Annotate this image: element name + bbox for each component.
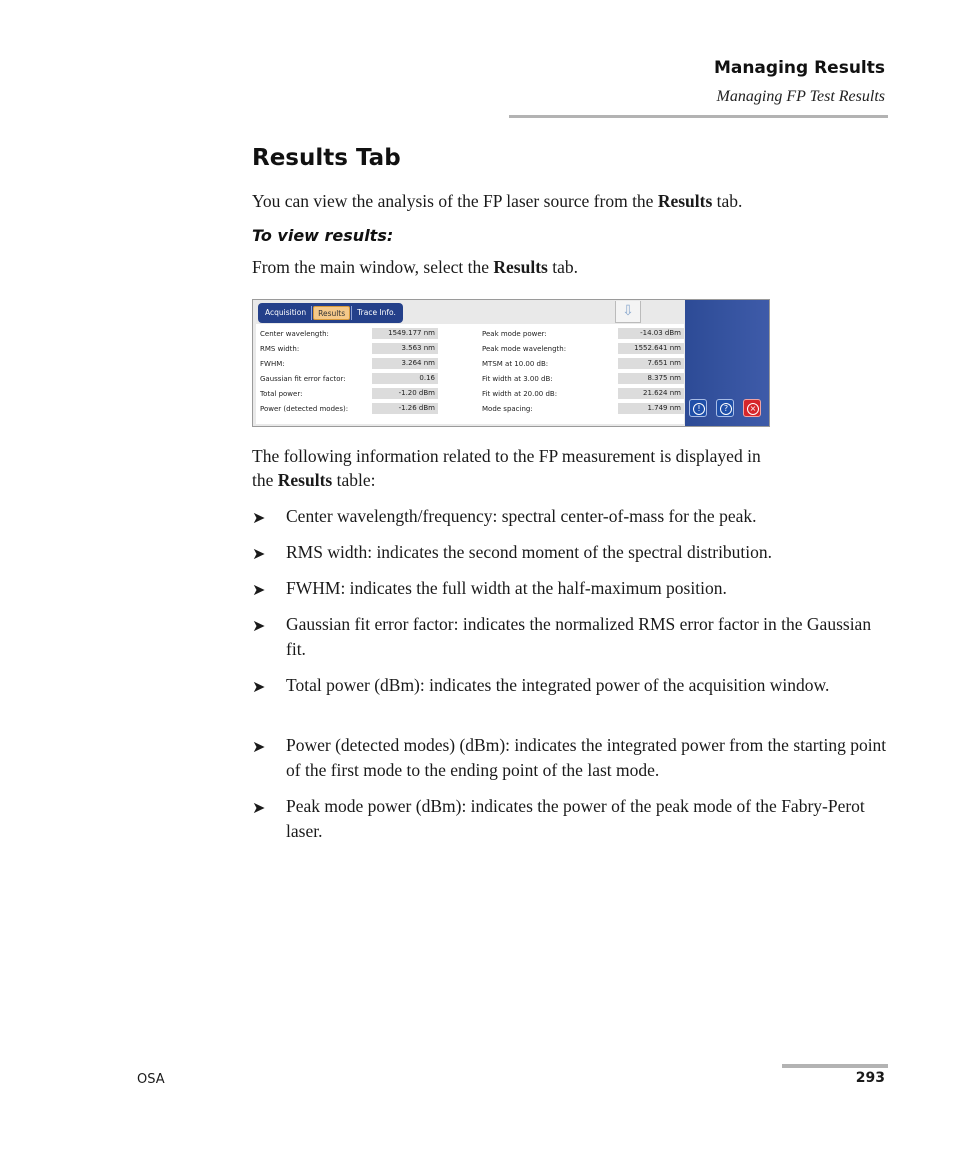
header-rule	[509, 115, 888, 118]
table-row	[260, 403, 440, 415]
tab-trace-info[interactable]: Trace Info.	[357, 308, 396, 317]
row-value: 1.749 nm	[618, 403, 684, 414]
description-before: the	[252, 470, 278, 490]
info-button[interactable]	[689, 399, 707, 417]
table-row	[260, 328, 440, 340]
description-paragraph	[252, 444, 888, 492]
list-item-text: Total power (dBm): indicates the integrated power of the acquisition window.	[286, 675, 830, 695]
results-screenshot	[252, 299, 770, 427]
row-label: Power (detected modes):	[260, 405, 349, 413]
step-text-after: tab.	[547, 257, 578, 277]
description-line2	[252, 468, 888, 492]
description-line1: The following information related to the FP measurement is displayed in	[252, 446, 761, 466]
list-item-text: FWHM: indicates the full width at the half-maximum position.	[286, 578, 727, 598]
row-value: -1.26 dBm	[372, 403, 438, 414]
close-icon: ×	[747, 403, 759, 415]
row-label: Total power:	[260, 390, 303, 398]
tab-separator	[311, 306, 312, 320]
list-item-text: Peak mode power (dBm): indicates the power of the peak mode of the Fabry-Perot laser.	[286, 796, 865, 841]
bullet-arrow-icon: ➤	[252, 544, 266, 563]
list-item-text: RMS width: indicates the second moment of the spectral distribution.	[286, 542, 773, 562]
row-value: 7.651 nm	[618, 358, 684, 369]
row-label: MTSM at 10.00 dB:	[482, 360, 549, 368]
row-label: FWHM:	[260, 360, 285, 368]
row-value: 1552.641 nm	[618, 343, 684, 354]
bullet-arrow-icon: ➤	[252, 616, 266, 635]
bullet-arrow-icon: ➤	[252, 580, 266, 599]
row-value: 8.375 nm	[618, 373, 684, 384]
row-value: -14.03 dBm	[618, 328, 684, 339]
row-value: -1.20 dBm	[372, 388, 438, 399]
info-icon: !	[693, 403, 705, 415]
row-label: Fit width at 20.00 dB:	[482, 390, 558, 398]
table-row	[482, 343, 684, 355]
tab-acquisition[interactable]: Acquisition	[265, 308, 307, 317]
help-button[interactable]	[716, 399, 734, 417]
table-row	[482, 358, 684, 370]
header-chapter: Managing Results	[713, 58, 885, 78]
row-value: 3.264 nm	[372, 358, 438, 369]
tab-results[interactable]: Results	[313, 306, 350, 320]
close-button[interactable]	[743, 399, 761, 417]
tab-bar	[258, 303, 403, 323]
header-section: Managing FP Test Results	[716, 88, 885, 105]
row-value: 0.16	[372, 373, 438, 384]
list-item-text: Power (detected modes) (dBm): indicates the integrated power from the starting point of the first mode to the ending point of the last mode.	[286, 735, 887, 780]
intro-bold: Results	[657, 191, 713, 211]
table-row	[260, 358, 440, 370]
table-row	[482, 328, 684, 340]
step-text-before: From the main window, select the	[252, 257, 494, 277]
bullet-arrow-icon: ➤	[252, 508, 266, 527]
row-label: RMS width:	[260, 345, 300, 353]
description-after: table:	[332, 470, 376, 490]
results-table	[256, 324, 684, 424]
table-row	[260, 373, 440, 385]
table-row	[482, 403, 684, 415]
procedure-title: To view results:	[252, 226, 394, 245]
footer-rule	[782, 1064, 888, 1068]
download-arrow-icon[interactable]: ⇩	[615, 301, 641, 323]
row-value: 3.563 nm	[372, 343, 438, 354]
bullet-arrow-icon: ➤	[252, 677, 266, 696]
bullet-arrow-icon: ➤	[252, 798, 266, 817]
row-label: Mode spacing:	[482, 405, 533, 413]
row-value: 1549.177 nm	[372, 328, 438, 339]
table-row	[482, 373, 684, 385]
row-value: 21.624 nm	[618, 388, 684, 399]
footer-manual-name: OSA	[137, 1072, 165, 1087]
table-row	[260, 388, 440, 400]
row-label: Center wavelength:	[260, 330, 329, 338]
page-number: 293	[855, 1070, 885, 1086]
step-paragraph	[252, 255, 888, 279]
intro-text-before: You can view the analysis of the FP laser source from the	[252, 191, 658, 211]
section-title: Results Tab	[252, 145, 401, 171]
list-item-text: Center wavelength/frequency: spectral center-of-mass for the peak.	[286, 506, 757, 526]
list-item-text: Gaussian fit error factor: indicates the normalized RMS error factor in the Gaussian fit.	[286, 614, 872, 659]
row-label: Peak mode power:	[482, 330, 547, 338]
table-row	[482, 388, 684, 400]
row-label: Peak mode wavelength:	[482, 345, 567, 353]
tab-separator	[351, 306, 352, 320]
row-label: Fit width at 3.00 dB:	[482, 375, 553, 383]
step-bold: Results	[493, 257, 548, 277]
side-panel	[685, 300, 769, 426]
help-icon: ?	[720, 403, 732, 415]
table-row	[260, 343, 440, 355]
intro-paragraph	[252, 189, 888, 213]
intro-text-after: tab.	[712, 191, 743, 211]
row-label: Gaussian fit error factor:	[260, 375, 346, 383]
description-bold: Results	[277, 470, 333, 490]
bullet-arrow-icon: ➤	[252, 737, 266, 756]
